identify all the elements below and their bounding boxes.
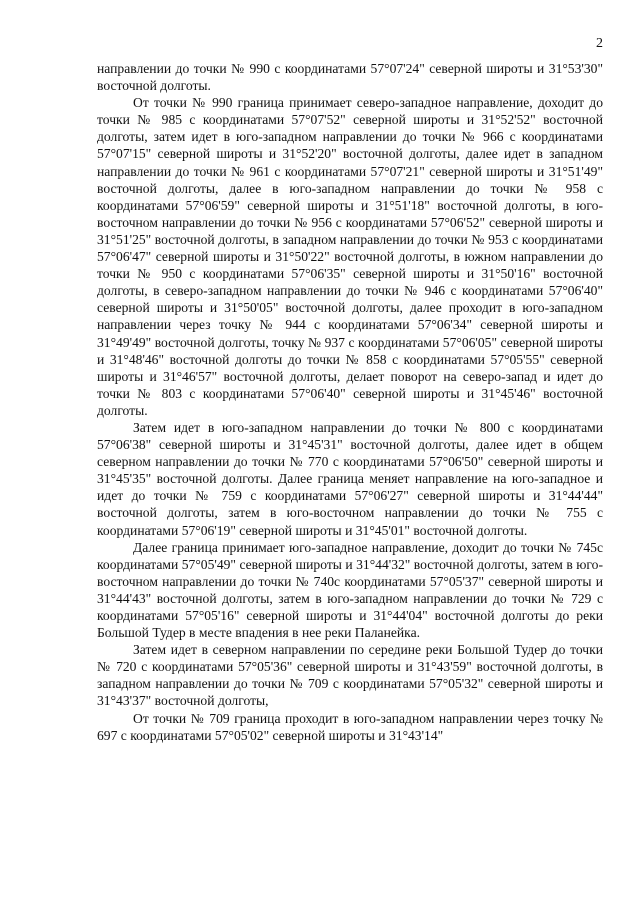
paragraph: Затем идет в северном направлении по середине реки Большой Тудер до точки № 720 с координатами 57°05'36" северной широты и 31°43'59" восточной долготы, в западном направлении до точки № 709 с координатами 57°05'32" северной широты и 31°43'37" восточной долготы, (97, 642, 603, 709)
paragraph: От точки № 709 граница проходит в юго-западном направлении через точку № 697 с координатами 57°05'02" северной широты и 31°43'14" (97, 710, 603, 743)
paragraph: Далее граница принимает юго-западное направление, доходит до точки № 745с координатами 57°05'49" северной широты и 31°44'32" восточной долготы, затем в юго-восточном направлении до точки № 740с координатами 57°05'37" северной широты и 31°44'43" восточной долготы, затем в юго-западном направлении до точки № 729 с координатами 57°05'16" северной широты и 31°44'04" восточной долготы до реки Большой Тудер в месте впадения в нее реки Паланейка. (97, 539, 603, 641)
paragraph-continuation: направлении до точки № 990 с координатами 57°07'24" северной широты и 31°53'30" восточной долготы. (97, 61, 603, 94)
document-body (97, 60, 603, 744)
paragraph: От точки № 990 граница принимает северо-западное направление, доходит до точки № 985 с координатами 57°07'52" северной широты и 31°52'52" восточной долготы, затем идет в юго-западном направлении до точки № 966 с координатами 57°07'15" северной широты и 31°52'20" восточной долготы, далее идет в западном направлении до точки № 961 с координатами 57°07'21" северной широты и 31°51'49" восточной долготы, далее в юго-западном направлении до точки № 958 с координатами 57°06'59" северной широты и 31°51'18" восточной долготы, в юго-восточном направлении до точки № 956 с координатами 57°06'52" северной широты и 31°51'25" восточной долготы, в западном направлении до точки № 953 с координатами 57°06'47" северной широты и 31°50'22" восточной долготы, в южном направлении до точки № 950 с координатами 57°06'35" северной широты и 31°50'16" восточной долготы, в северо-западном направлении до точки № 946 с координатами 57°06'40" северной широты и 31°50'05" восточной долготы, далее проходит в юго-западном направлении через точку № 944 с координатами 57°06'34" северной широты и 31°49'49" восточной долготы, точку № 937 с координатами 57°06'05" северной широты и 31°48'46" восточной долготы до точки № 858 с координатами 57°05'55" северной широты и 31°46'57" восточной долготы, делает поворот на северо-запад и идет до точки № 803 с координатами 57°06'40" северной широты и 31°45'46" восточной долготы. (97, 95, 603, 418)
page-number: 2 (596, 36, 603, 51)
paragraph: Затем идет в юго-западном направлении до точки № 800 с координатами 57°06'38" северной широты и 31°45'31" восточной долготы, далее идет в общем северном направлении до точки № 770 с координатами 57°06'50" северной широты и 31°45'35" восточной долготы. Далее граница меняет направление на юго-западное и идет до точки № 759 с координатами 57°06'27" северной широты и 31°44'44" восточной долготы, затем в юго-восточном направлении до точки № 755 с координатами 57°06'19" северной широты и 31°45'01" восточной долготы. (97, 419, 603, 538)
